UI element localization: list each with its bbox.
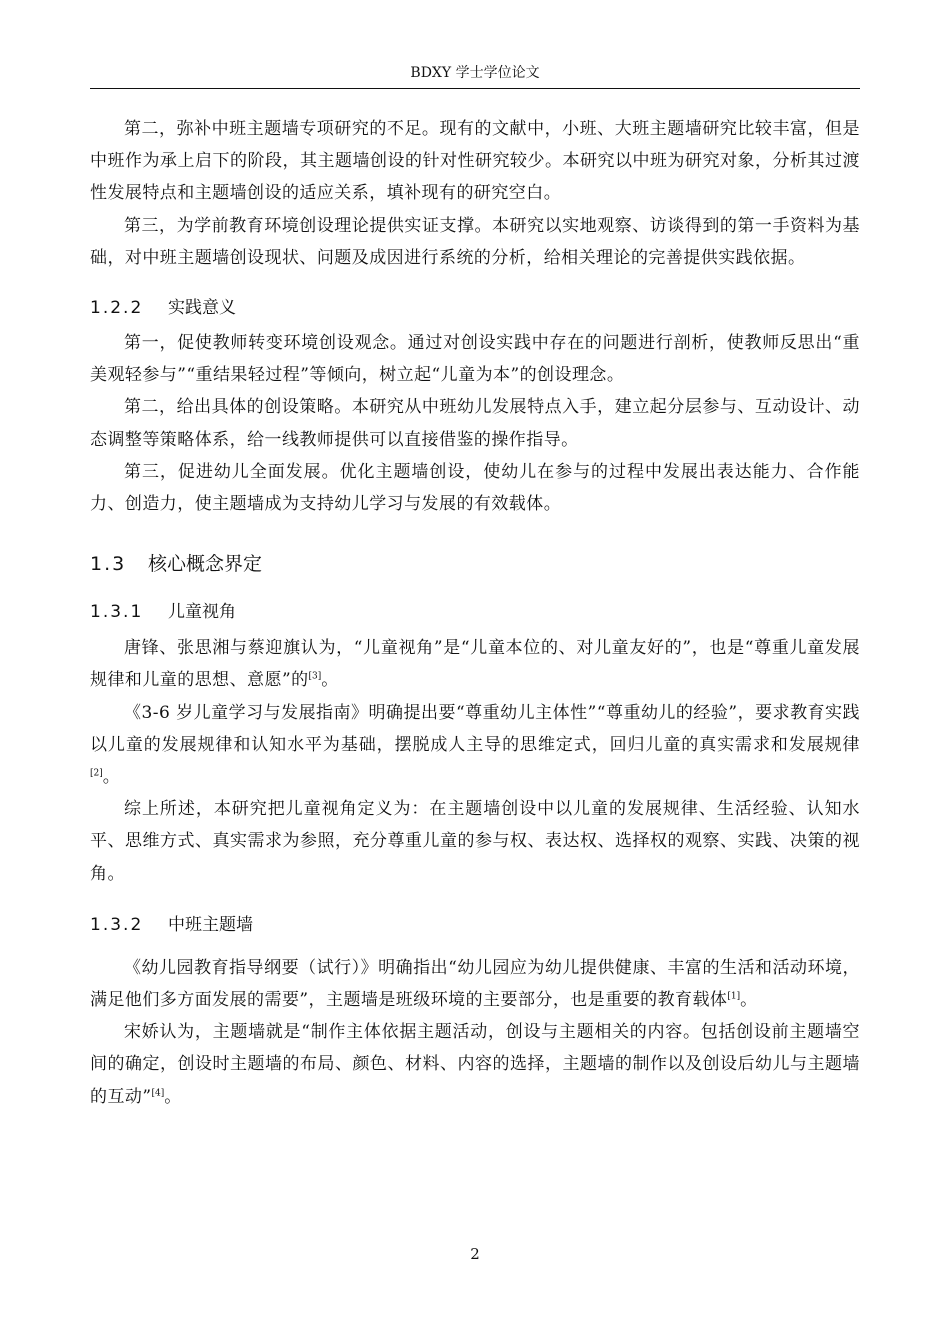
paragraph-research-gap: 第二，弥补中班主题墙专项研究的不足。现有的文献中，小班、大班主题墙研究比较丰富，但是中班作为承上启下的阶段，其主题墙创设的针对性研究较少。本研究以中班为研究对象，分析其过渡性发展特点和主题墙创设的适应关系，填补现有的研究空白。 <box>90 119 860 204</box>
header-rule <box>90 88 860 89</box>
body-content <box>90 113 860 1113</box>
section-heading-1-3 <box>90 548 860 580</box>
paragraph-guideline <box>90 697 860 794</box>
section-number: 1.3 <box>90 553 127 576</box>
citation-ref: [3] <box>308 671 322 682</box>
page-number: 2 <box>470 1245 480 1263</box>
paragraph-child-perspective-definition <box>90 632 860 696</box>
paragraph-tail: 。 <box>321 670 339 691</box>
section-title: 儿童视角 <box>168 602 236 623</box>
section-title: 核心概念界定 <box>148 553 263 576</box>
section-heading-1-3-2 <box>90 910 860 940</box>
citation-ref: [1] <box>727 991 741 1002</box>
paragraph-child-development: 第三，促进幼儿全面发展。优化主题墙创设，使幼儿在参与的过程中发展出表达能力、合作能力、创造力，使主题墙成为支持幼儿学习与发展的有效载体。 <box>90 461 860 515</box>
citation-ref: [4] <box>151 1088 165 1099</box>
paragraph-text: 《幼儿园教育指导纲要（试行）》明确指出“幼儿园应为幼儿提供健康、丰富的生活和活动环境，满足他们多方面发展的需要”，主题墙是班级环境的主要部分，也是重要的教育载体 <box>90 957 860 1011</box>
paragraph-summary-definition: 综上所述，本研究把儿童视角定义为：在主题墙创设中以儿童的发展规律、生活经验、认知水平、思维方式、真实需求为参照，充分尊重儿童的参与权、表达权、选择权的观察、实践、决策的视角。 <box>90 799 860 884</box>
paragraph-text: 宋娇认为，主题墙就是“制作主体依据主题活动，创设与主题相关的内容。包括创设前主题墙空间的确定，创设时主题墙的布局、颜色、材料、内容的选择，主题墙的制作以及创设后幼儿与主题墙的互动” <box>90 1022 860 1107</box>
paragraph-tail: 。 <box>740 990 758 1011</box>
paragraph-tail: 。 <box>164 1086 182 1107</box>
section-heading-1-3-1 <box>90 597 860 627</box>
section-title: 中班主题墙 <box>168 914 253 935</box>
paragraph-theory-support: 第三，为学前教育环境创设理论提供实证支撑。本研究以实地观察、访谈得到的第一手资料为基础，对中班主题墙创设现状、问题及成因进行系统的分析，给相关理论的完善提供实践依据。 <box>90 215 860 268</box>
running-header: BDXY 学士学位论文 <box>410 65 540 81</box>
paragraph-text: 《3-6 岁儿童学习与发展指南》明确提出要“尊重幼儿主体性”“尊重幼儿的经验”，要求教育实践以儿童的发展规律和认知水平为基础，摆脱成人主导的思维定式，回归儿童的真实需求和发展规律 <box>90 702 860 755</box>
section-number: 1.3.2 <box>90 914 144 935</box>
paragraph-strategies: 第二，给出具体的创设策略。本研究从中班幼儿发展特点入手，建立起分层参与、互动设计、动态调整等策略体系，给一线教师提供可以直接借鉴的操作指导。 <box>90 397 860 450</box>
section-number: 1.3.1 <box>90 602 144 623</box>
paragraph-theme-wall-definition <box>90 1016 860 1113</box>
paragraph-tail: 。 <box>102 767 121 788</box>
citation-ref: [2] <box>90 768 103 779</box>
section-title: 实践意义 <box>168 298 236 319</box>
paragraph-teacher-concept: 第一，促使教师转变环境创设观念。通过对创设实践中存在的问题进行剖析，使教师反思出“重美观轻参与”“重结果轻过程”等倾向，树立起“儿童为本”的创设理念。 <box>90 333 860 386</box>
paragraph-text: 唐锋、张思湘与蔡迎旗认为，“儿童视角”是“儿童本位的、对儿童友好的”，也是“尊重儿童发展规律和儿童的思想、意愿”的 <box>90 638 860 691</box>
paragraph-kindergarten-outline <box>90 952 860 1016</box>
section-heading-1-2-2 <box>90 293 860 323</box>
section-number: 1.2.2 <box>90 298 144 319</box>
